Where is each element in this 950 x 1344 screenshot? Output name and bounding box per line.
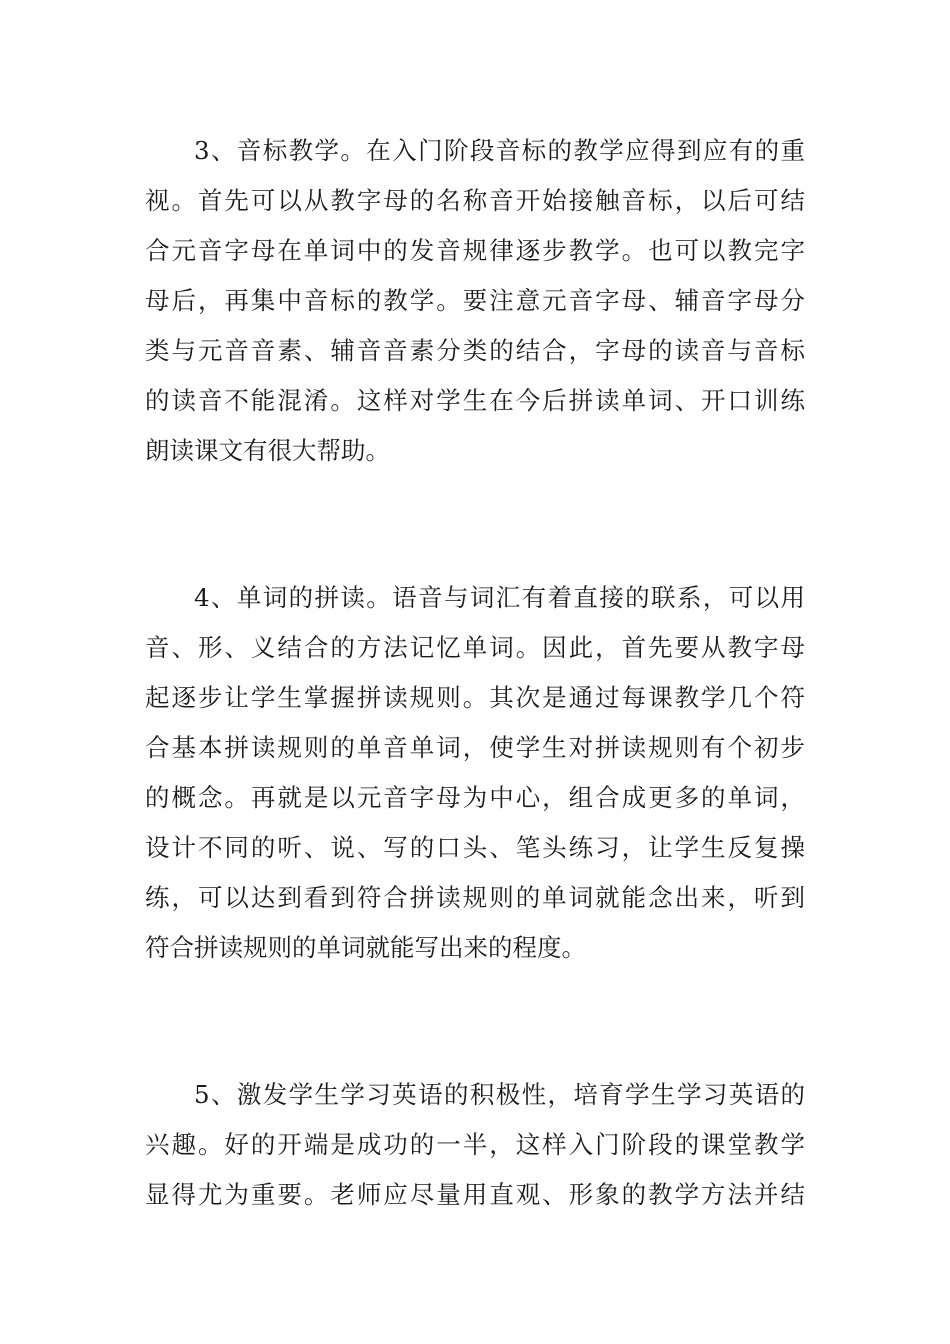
paragraph-line: 4、单词的拼读。语音与词汇有着直接的联系，可以用 — [194, 583, 805, 612]
paragraph-line: 类与元音音素、辅音音素分类的结合，字母的读音与音标 — [145, 336, 805, 365]
paragraph-line: 设计不同的听、说、写的口头、笔头练习，让学生反复操 — [145, 833, 805, 862]
paragraph-line: 3、音标教学。在入门阶段音标的教学应得到应有的重 — [194, 136, 805, 165]
paragraph-line: 朗读课文有很大帮助。 — [145, 436, 390, 465]
paragraph-line: 兴趣。好的开端是成功的一半，这样入门阶段的课堂教学 — [145, 1130, 805, 1159]
paragraph-line: 显得尤为重要。老师应尽量用直观、形象的教学方法并结 — [145, 1180, 805, 1209]
paragraph-line: 符合拼读规则的单词就能写出来的程度。 — [145, 933, 586, 962]
paragraph-line: 音、形、义结合的方法记忆单词。因此，首先要从教字母 — [145, 633, 805, 662]
paragraph-word-spelling — [145, 573, 805, 973]
paragraph-line: 母后，再集中音标的教学。要注意元音字母、辅音字母分 — [145, 286, 805, 315]
paragraph-line: 起逐步让学生掌握拼读规则。其次是通过每课教学几个符 — [145, 683, 805, 712]
paragraph-line: 合基本拼读规则的单音单词，使学生对拼读规则有个初步 — [145, 733, 805, 762]
paragraph-line: 5、激发学生学习英语的积极性，培育学生学习英语的 — [194, 1080, 805, 1109]
paragraph-line: 合元音字母在单词中的发音规律逐步教学。也可以教完字 — [145, 236, 805, 265]
paragraph-motivation — [145, 1070, 805, 1220]
paragraph-line: 的概念。再就是以元音字母为中心，组合成更多的单词， — [145, 783, 805, 812]
paragraph-line: 练，可以达到看到符合拼读规则的单词就能念出来，听到 — [145, 883, 805, 912]
paragraph-line: 视。首先可以从教字母的名称音开始接触音标，以后可结 — [145, 186, 805, 215]
paragraph-line: 的读音不能混淆。这样对学生在今后拼读单词、开口训练 — [145, 386, 805, 415]
paragraph-phonetics-teaching — [145, 126, 805, 476]
